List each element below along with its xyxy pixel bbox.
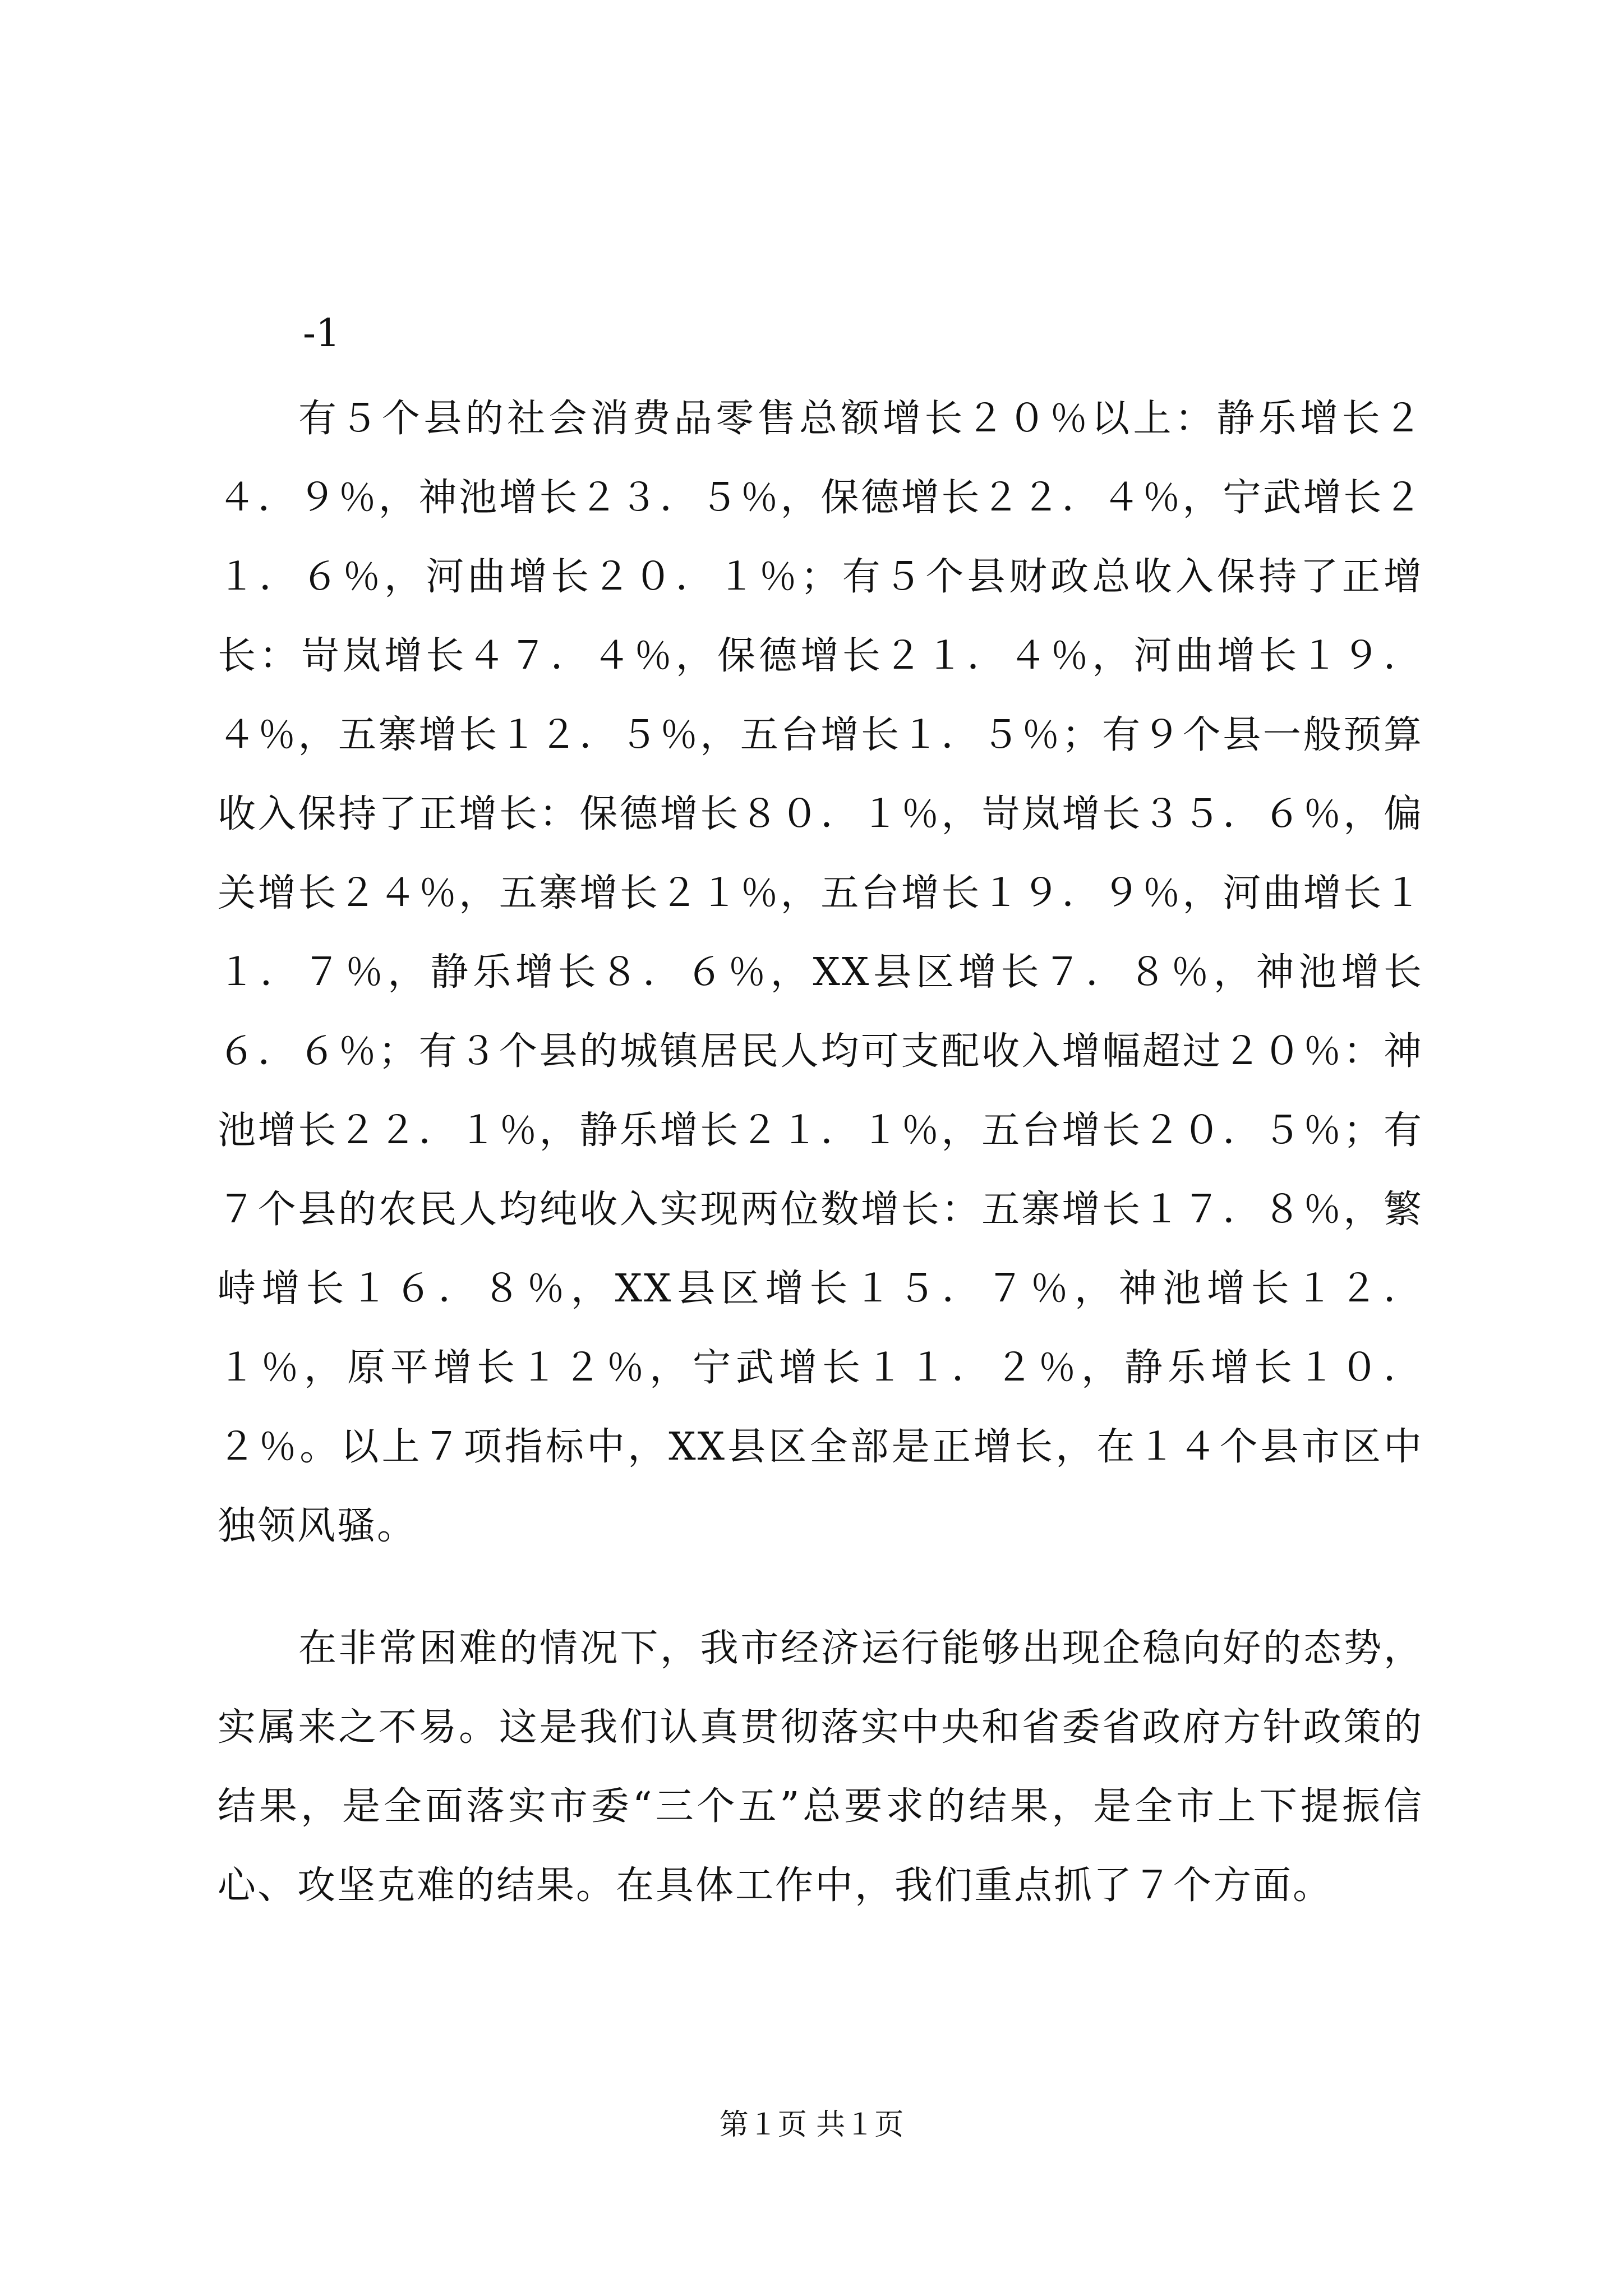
page-footer: 第１页 共１页 bbox=[719, 2108, 904, 2142]
body-paragraph-1: 有５个县的社会消费品零售总额增长２０％以上：静乐增长２４．９％，神池增长２３．５％，保德增长２２．４％，宁武增长２１．６％，河曲增长２０．１％；有５个县财政总收入保持了正增长：岢岚增长４７．４％，保德增长２１．４％，河曲增长１９．４％，五寨增长１２．５％，五台增长１．５％；有９个县一般预算收入保持了正增长：保德增长８０．１％，岢岚增长３５．６％，偏关增长２４％，五寨增长２１％，五台增长１９．９％，河曲增长１１．７％，静乐增长８．６％，XX县区增长７．８％，神池增长６．６％；有３个县的城镇居民人均可支配收入增幅超过２０％：神池增长２２．１％，静乐增长２１．１％，五台增长２０．５％；有７个县的农民人均纯收入实现两位数增长：五寨增长１７．８％，繁峙增长１６．８％，XX县区增长１５．７％，神池增长１２．１％，原平增长１２％，宁武增长１１．２％，静乐增长１０．２％。以上７项指标中，XX县区全部是正增长，在１４个县市区中独领风骚。 bbox=[218, 397, 1423, 1548]
body-paragraph-2: 在非常困难的情况下，我市经济运行能够出现企稳向好的态势，实属来之不易。这是我们认真贯彻落实中央和省委省政府方针政策的结果，是全面落实市委“三个五”总要求的结果，是全市上下提振信心、攻坚克难的结果。在具体工作中，我们重点抓了７个方面。 bbox=[218, 1626, 1423, 1908]
section-marker: -1 bbox=[303, 311, 340, 356]
